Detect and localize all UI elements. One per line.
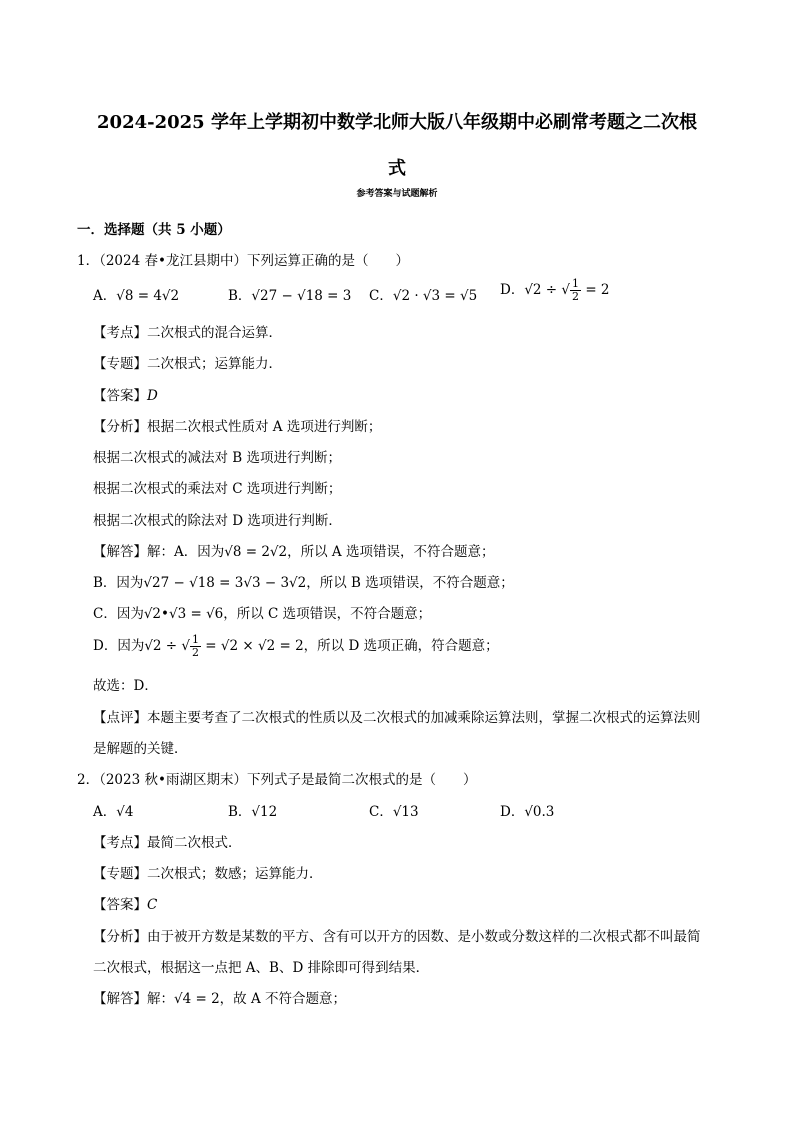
document-subtitle: 参考答案与试题解析 xyxy=(356,189,438,199)
title-line-1: 2024-2025 学年上学期初中数学北师大版八年级期中必刷常考题之二次根 xyxy=(97,112,697,133)
q2-zhuanti: 【专题】二次根式；数感；运算能力． xyxy=(93,866,323,882)
q1-option-b-expr: √27 − √18 = 3 xyxy=(251,288,352,304)
q2-option-c: C．√13 xyxy=(369,804,419,820)
q1-comment-line: 是解题的关键． xyxy=(93,741,188,757)
q2-answer: 【答案】C xyxy=(93,897,158,913)
q1-kaodian: 【考点】二次根式的混合运算． xyxy=(93,325,282,341)
section-heading: 一．选择题（共 5 小题） xyxy=(77,222,231,238)
q1-zhuanti: 【专题】二次根式；运算能力． xyxy=(93,356,282,372)
fraction: $\frac{1}{2}$ xyxy=(192,633,200,659)
q1-option-a: A．√8 = 4√2 xyxy=(93,288,180,304)
q2-option-a: A．√4 xyxy=(93,804,134,820)
q1-option-d: D．√2 ÷ √ $\frac{1}{2}$ = 2 xyxy=(500,277,610,303)
q2-analysis: 【分析】由于被开方数是某数的平方、含有可以开方的因数、是小数或分数这样的二次根式都不叫最简 xyxy=(93,929,701,945)
q1-answer: 【答案】D xyxy=(93,388,158,404)
q2-option-b: B．√12 xyxy=(228,804,278,820)
q1-stem: 1．（2024 春•龙江县期中）下列运算正确的是（ ） xyxy=(77,253,409,269)
fraction: $\frac{1}{2}$ xyxy=(572,277,580,303)
q1-analysis: 【分析】根据二次根式性质对 A 选项进行判断； xyxy=(93,419,382,435)
q1-option-b: B．√27 − √18 = 3 xyxy=(228,288,352,304)
q2-option-d: D．√0.3 xyxy=(500,804,555,820)
q1-analysis-line: 根据二次根式的乘法对 C 选项进行判断； xyxy=(93,481,342,497)
q1-solution: 【解答】解：A．因为√8 = 2√2，所以 A 选项错误，不符合题意； xyxy=(93,544,495,560)
q2-stem: 2．（2023 秋•雨湖区期末）下列式子是最简二次根式的是（ ） xyxy=(77,772,477,788)
title-line-2: 式 xyxy=(388,158,406,179)
document-title xyxy=(60,100,734,192)
q1-solution-line: C．因为√2•√3 = √6，所以 C 选项错误，不符合题意； xyxy=(93,606,432,622)
q1-analysis-line: 根据二次根式的减法对 B 选项进行判断； xyxy=(93,450,342,466)
q2-analysis-line: 二次根式，根据这一点把 A、B、D 排除即可得到结果． xyxy=(93,960,430,976)
q1-option-c-expr: √2 · √3 = √5 xyxy=(392,288,478,304)
q1-solution-line: B．因为√27 − √18 = 3√3 − 3√2，所以 B 选项错误，不符合题意； xyxy=(93,575,514,591)
q1-analysis-line: 根据二次根式的除法对 D 选项进行判断． xyxy=(93,513,342,529)
q1-comment: 【点评】本题主要考查了二次根式的性质以及二次根式的加减乘除运算法则，掌握二次根式的运算法则 xyxy=(93,710,701,726)
q2-solution: 【解答】解：√4 = 2，故 A 不符合题意； xyxy=(93,991,347,1007)
q1-option-c: C．√2 · √3 = √5 xyxy=(369,288,478,304)
q1-solution-line: D．因为√2 ÷ √ $\frac{1}{2}$ = √2 × √2 = 2，所以 D 选项正确，符合题意； xyxy=(93,633,499,659)
q2-kaodian: 【考点】最简二次根式． xyxy=(93,835,242,851)
q1-choice: 故选：D． xyxy=(93,678,158,694)
q1-option-a-expr: √8 = 4√2 xyxy=(116,288,180,304)
